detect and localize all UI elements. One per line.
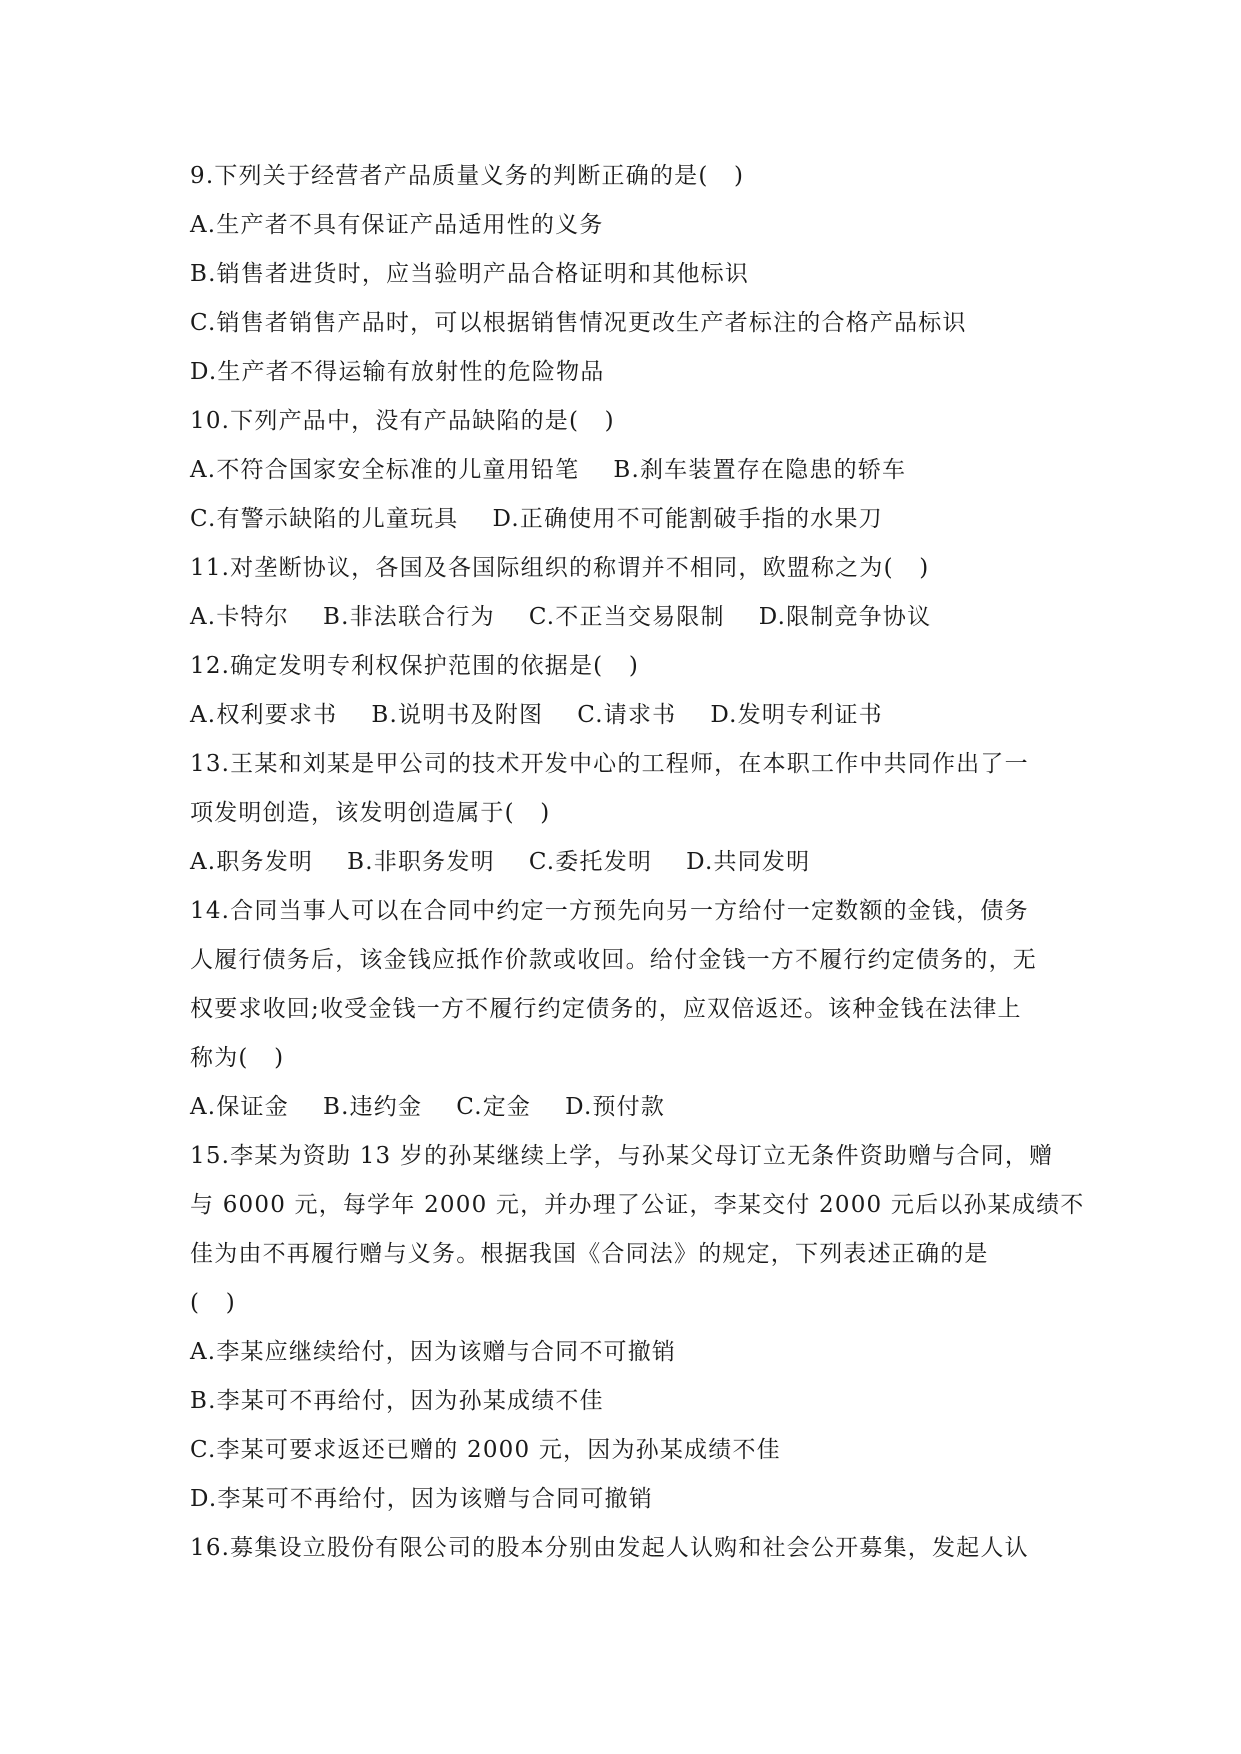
text-line: D.李某可不再给付，因为该赠与合同可撤销 [190,1486,653,1512]
text-line: D.生产者不得运输有放射性的危险物品 [190,359,605,385]
text-line: 12.确定发明专利权保护范围的依据是( ) [190,653,640,679]
text-line: 14.合同当事人可以在合同中约定一方预先向另一方给付一定数额的金钱，债务 [190,898,1029,924]
text-line: C.销售者销售产品时，可以根据销售情况更改生产者标注的合格产品标识 [190,310,967,336]
text-line: A.保证金 B.违约金 C.定金 D.预付款 [190,1094,666,1120]
text-line: 人履行债务后，该金钱应抵作价款或收回。给付金钱一方不履行约定债务的，无 [190,947,1037,973]
text-line: C.李某可要求返还已赠的 2000 元，因为孙某成绩不佳 [190,1437,781,1463]
question-text [190,152,1085,1573]
text-line: 11.对垄断协议，各国及各国际组织的称谓并不相同，欧盟称之为( ) [190,555,930,581]
text-line: B.销售者进货时，应当验明产品合格证明和其他标识 [190,261,750,287]
text-line: 项发明创造，该发明创造属于( ) [190,800,551,826]
text-line: A.权利要求书 B.说明书及附图 C.请求书 D.发明专利证书 [190,702,883,728]
text-line: 9.下列关于经营者产品质量义务的判断正确的是( ) [190,163,745,189]
text-line: 佳为由不再履行赠与义务。根据我国《合同法》的规定，下列表述正确的是 [190,1241,989,1267]
text-line: 15.李某为资助 13 岁的孙某继续上学，与孙某父母订立无条件资助赠与合同，赠 [190,1143,1054,1169]
text-line: 权要求收回;收受金钱一方不履行约定债务的，应双倍返还。该种金钱在法律上 [190,996,1022,1022]
text-line: C.有警示缺陷的儿童玩具 D.正确使用不可能割破手指的水果刀 [190,506,883,532]
text-line: A.职务发明 B.非职务发明 C.委托发明 D.共同发明 [190,849,811,875]
text-line: ( ) [190,1290,236,1316]
text-line: A.不符合国家安全标准的儿童用铅笔 B.刹车装置存在隐患的轿车 [190,457,907,483]
text-line: A.李某应继续给付，因为该赠与合同不可撤销 [190,1339,677,1365]
text-line: A.生产者不具有保证产品适用性的义务 [190,212,604,238]
text-line: 13.王某和刘某是甲公司的技术开发中心的工程师，在本职工作中共同作出了一 [190,751,1029,777]
text-line: B.李某可不再给付，因为孙某成绩不佳 [190,1388,604,1414]
text-line: 与 6000 元，每学年 2000 元，并办理了公证，李某交付 2000 元后以孙某成绩不 [190,1192,1085,1218]
text-line: 10.下列产品中，没有产品缺陷的是( ) [190,408,615,434]
text-line: 16.募集设立股份有限公司的股本分别由发起人认购和社会公开募集，发起人认 [190,1535,1029,1561]
text-line: 称为( ) [190,1045,285,1071]
text-line: A.卡特尔 B.非法联合行为 C.不正当交易限制 D.限制竞争协议 [190,604,932,630]
